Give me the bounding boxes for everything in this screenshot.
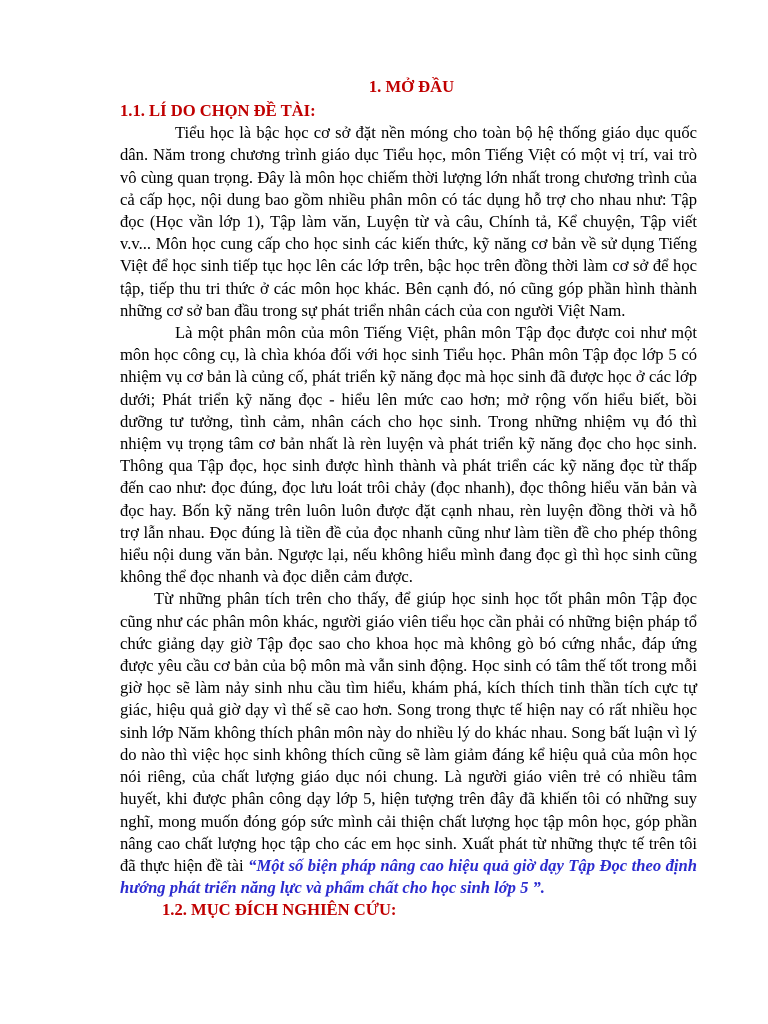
section-heading-1-2: 1.2. MỤC ĐÍCH NGHIÊN CỨU: bbox=[162, 900, 397, 920]
paragraph-3-text: Từ những phân tích trên cho thấy, để giúp học sinh học tốt phân môn Tập đọc cũng như các phân môn khác, người giáo viên tiểu học cần phải có những biện pháp tổ chức giảng dạy giờ Tập đọc sao cho khoa học mà không gò bó cứng nhắc, đáp ứng được yêu cầu cơ bản của bộ môn mà vẫn sinh động. Học sinh có tâm thế tốt trong mỗi giờ học sẽ làm nảy sinh nhu cầu tìm hiểu, khám phá, kích thích tinh thần tích cực tự giác, hiệu quả giờ dạy vì thế sẽ cao hơn. Song trong thực tế hiện nay có rất nhiều học sinh lớp Năm không thích phân môn này do nhiều lý do khác nhau. Song bất luận vì lý do nào thì việc học sinh không thích cũng sẽ làm giảm đáng kể hiệu quả của môn học nói riêng, của chất lượng giáo dục nói chung. Là người giáo viên trẻ có nhiều tâm huyết, khi được phân công dạy lớp 5, hiện tượng trên đây đã khiến tôi có những suy nghĩ, mong muốn đóng góp sức mình cải thiện chất lượng học tập môn học, góp phần nâng cao chất lượng học tập cho các em học sinh. Xuất phát từ những thực tế trên tôi đã thực hiện đề tài bbox=[120, 589, 697, 875]
section-heading-1-1: 1.1. LÍ DO CHỌN ĐỀ TÀI: bbox=[120, 101, 316, 120]
document-page bbox=[120, 76, 697, 922]
paragraph-3 bbox=[120, 588, 697, 899]
document-title: 1. MỞ ĐẦU bbox=[368, 77, 455, 96]
topic-title-emphasis: “Một số biện pháp nâng cao hiệu quả giờ dạy Tập Đọc theo định hướng phát triển năng lực và phẩm chất cho học sinh lớp 5 ”. bbox=[120, 855, 697, 898]
paragraph-2: Là một phân môn của môn Tiếng Việt, phân môn Tập đọc được coi như một môn học công cụ, là chìa khóa đối với học sinh Tiểu học. Phân môn Tập đọc lớp 5 có nhiệm vụ cơ bản là củng cố, phát triển kỹ năng đọc mà học sinh đã được học ở các lớp dưới; Phát triển kỹ năng đọc - hiểu lên mức cao hơn; mở rộng vốn hiểu biết, bồi dưỡng tư tưởng, tình cảm, nhân cách cho học sinh. Trong những nhiệm vụ đó thì nhiệm vụ trọng tâm cơ bản nhất là rèn luyện và phát triển kỹ năng đọc cho học sinh. Thông qua Tập đọc, học sinh được hình thành và phát triển các kỹ năng đọc từ thấp đến cao như: đọc đúng, đọc lưu loát trôi chảy (đọc nhanh), đọc thông hiểu văn bản và đọc hay. Bốn kỹ năng trên luôn luôn được đặt cạnh nhau, rèn luyện đồng thời và hỗ trợ lẫn nhau. Đọc đúng là tiền đề của đọc nhanh cũng như làm tiền đề cho phép thông hiểu nội dung văn bản. Ngược lại, nếu không hiểu mình đang đọc gì thì học sinh cũng không thể đọc nhanh và đọc diễn cảm được. bbox=[120, 323, 697, 587]
paragraph-1: Tiểu học là bậc học cơ sở đặt nền móng cho toàn bộ hệ thống giáo dục quốc dân. Năm trong chương trình giáo dục Tiểu học, môn Tiếng Việt có một vị trí, vai trò vô cùng quan trọng. Đây là môn học chiếm thời lượng lớn nhất trong chương trình của cả cấp học, nội dung bao gồm nhiều phân môn có tác dụng hỗ trợ cho nhau như: Tập đọc (Học vần lớp 1), Tập làm văn, Luyện từ và câu, Chính tả, Kể chuyện, Tập viết v.v... Môn học cung cấp cho học sinh các kiến thức, kỹ năng cơ bản về sử dụng Tiếng Việt để học sinh tiếp tục học lên các lớp trên, bậc học trên đồng thời làm cơ sở để học tập, tiếp thu tri thức ở các môn học khác. Bên cạnh đó, nó cũng góp phần hình thành những cơ sở ban đầu trong sự phát triển nhân cách của con người Việt Nam. bbox=[120, 123, 697, 320]
